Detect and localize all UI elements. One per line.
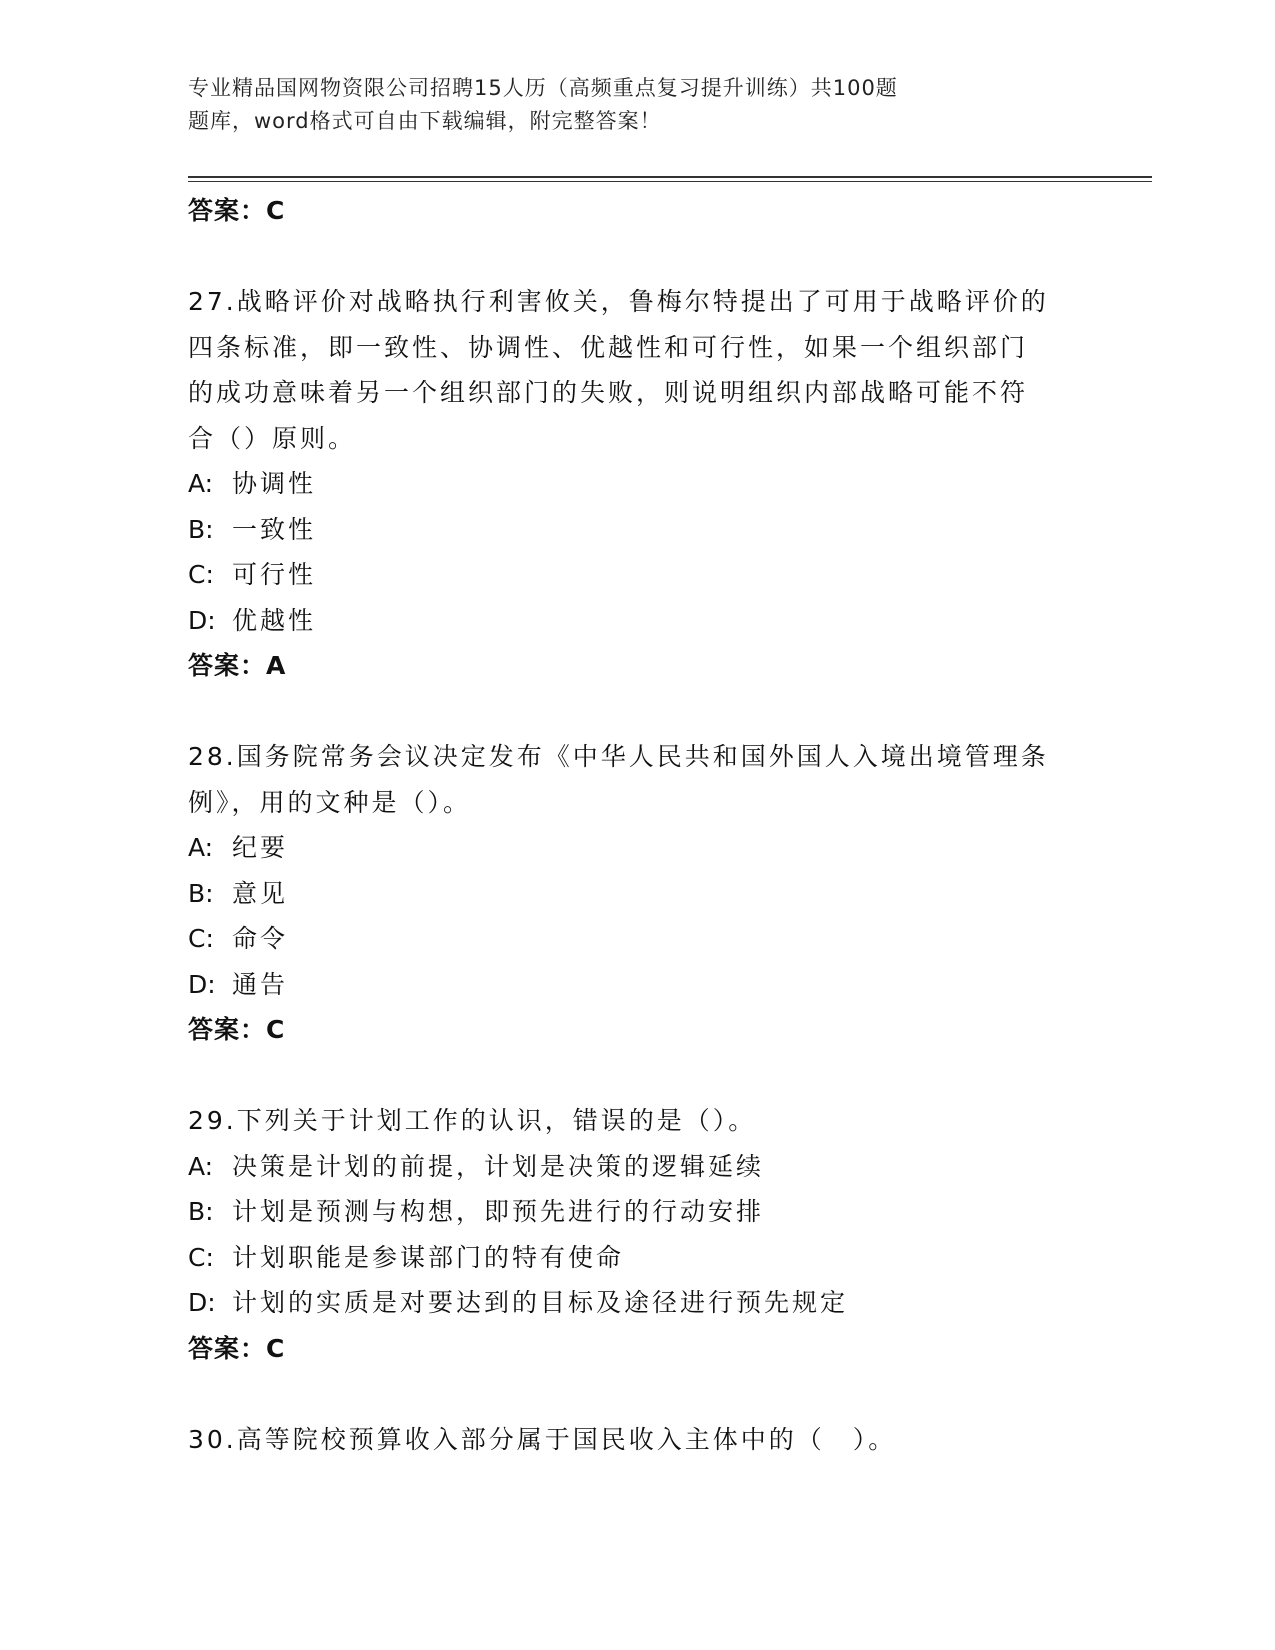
option-letter: A: bbox=[188, 469, 214, 498]
option-text: 意见 bbox=[232, 878, 289, 908]
option-text: 优越性 bbox=[232, 605, 317, 635]
question-27 bbox=[188, 279, 1088, 689]
option-d bbox=[188, 962, 1088, 1008]
spacer bbox=[188, 689, 1088, 735]
option-d bbox=[188, 1280, 1088, 1326]
option-d bbox=[188, 598, 1088, 644]
option-letter: A: bbox=[188, 1151, 214, 1181]
question-stem-line: 28.国务院常务会议决定发布《中华人民共和国外国人入境出境管理条 bbox=[188, 742, 1049, 771]
question-stem-line: 合（）原则。 bbox=[188, 423, 357, 453]
spacer bbox=[188, 234, 1088, 280]
question-stem-line: 30.高等院校预算收入部分属于国民收入主体中的（ ）。 bbox=[188, 1424, 897, 1454]
question-29 bbox=[188, 1098, 1088, 1371]
option-letter: C: bbox=[188, 1242, 214, 1272]
option-letter: B: bbox=[188, 514, 214, 544]
header-divider bbox=[188, 176, 1152, 182]
question-28 bbox=[188, 734, 1088, 1053]
option-text: 一致性 bbox=[232, 514, 317, 544]
answer: 答案：A bbox=[188, 651, 287, 680]
header-line-2: 题库，word格式可自由下载编辑，附完整答案！ bbox=[188, 109, 662, 133]
option-letter: B: bbox=[188, 1197, 214, 1226]
option-text: 命令 bbox=[232, 924, 289, 953]
answer: 答案：C bbox=[188, 1333, 286, 1363]
option-text: 决策是计划的前提，计划是决策的逻辑延续 bbox=[232, 1151, 765, 1181]
option-a bbox=[188, 1144, 1088, 1190]
question-stem-line: 例》，用的文种是（）。 bbox=[188, 787, 472, 817]
option-c bbox=[188, 916, 1088, 962]
option-text: 纪要 bbox=[232, 833, 289, 862]
question-stem-line: 的成功意味着另一个组织部门的失败，则说明组织内部战略可能不符 bbox=[188, 378, 1029, 407]
option-text: 计划的实质是对要达到的目标及途径进行预先规定 bbox=[232, 1288, 849, 1317]
spacer bbox=[188, 1371, 1088, 1417]
question-30 bbox=[188, 1417, 1088, 1463]
option-text: 协调性 bbox=[232, 469, 317, 498]
option-b bbox=[188, 871, 1088, 917]
option-b bbox=[188, 507, 1088, 553]
option-letter: C: bbox=[188, 924, 214, 953]
option-letter: D: bbox=[188, 969, 216, 999]
option-letter: C: bbox=[188, 560, 214, 589]
option-letter: B: bbox=[188, 878, 214, 908]
previous-answer: 答案：C bbox=[188, 196, 286, 225]
question-stem-line: 29.下列关于计划工作的认识，错误的是（）。 bbox=[188, 1106, 757, 1135]
option-text: 计划职能是参谋部门的特有使命 bbox=[232, 1242, 625, 1272]
option-letter: A: bbox=[188, 833, 214, 862]
question-stem-line: 四条标准，即一致性、协调性、优越性和可行性，如果一个组织部门 bbox=[188, 332, 1029, 362]
answer: 答案：C bbox=[188, 1015, 286, 1044]
option-c bbox=[188, 1235, 1088, 1281]
spacer bbox=[188, 1053, 1088, 1099]
option-text: 通告 bbox=[232, 969, 289, 999]
option-letter: D: bbox=[188, 605, 216, 635]
option-a bbox=[188, 461, 1088, 507]
option-text: 计划是预测与构想，即预先进行的行动安排 bbox=[232, 1197, 765, 1226]
option-b bbox=[188, 1189, 1088, 1235]
option-c bbox=[188, 552, 1088, 598]
option-text: 可行性 bbox=[232, 560, 317, 589]
question-list bbox=[188, 188, 1088, 1462]
header-line-1: 专业精品国网物资限公司招聘15人历（高频重点复习提升训练）共100题 bbox=[188, 76, 898, 100]
document-header bbox=[188, 72, 1088, 138]
question-stem-line: 27.战略评价对战略执行利害攸关，鲁梅尔特提出了可用于战略评价的 bbox=[188, 287, 1049, 316]
option-a bbox=[188, 825, 1088, 871]
option-letter: D: bbox=[188, 1288, 216, 1317]
